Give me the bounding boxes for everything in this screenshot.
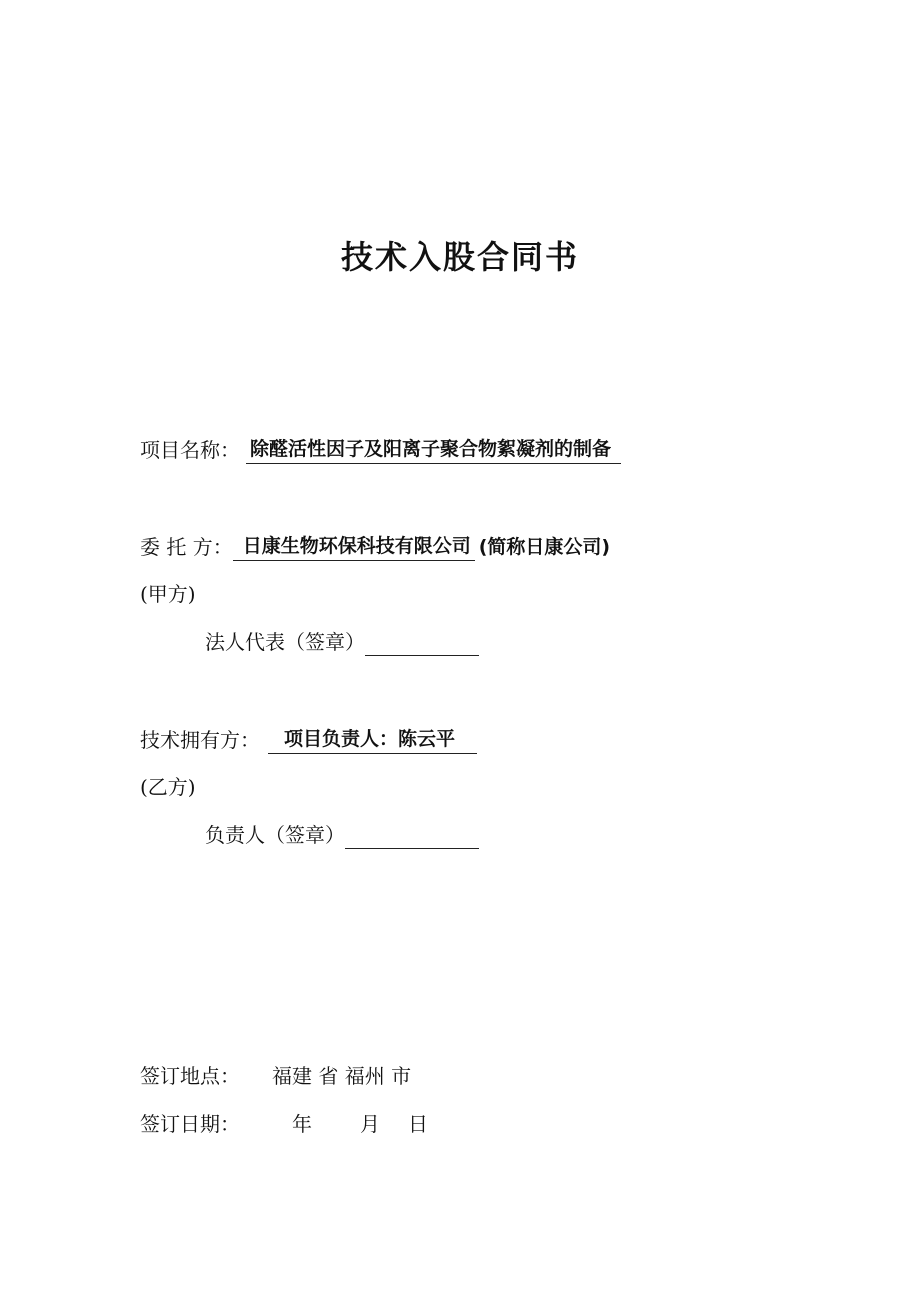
signing-date-row xyxy=(140,1110,428,1138)
owner-signature-label: 负责人（签章） xyxy=(205,823,345,847)
client-signature-label: 法人代表（签章） xyxy=(205,630,365,654)
client-signature-line xyxy=(365,628,479,656)
owner-signature-line xyxy=(345,821,479,849)
owner-label: 技术拥有方： xyxy=(140,728,260,752)
client-short-name: (简称日康公司) xyxy=(478,536,611,558)
owner-row xyxy=(140,726,477,754)
document-title: 技术入股合同书 xyxy=(340,238,579,276)
project-name-value: 除醛活性因子及阳离子聚合物絮凝剂的制备 xyxy=(246,436,621,464)
project-name-label: 项目名称： xyxy=(140,438,240,462)
client-row xyxy=(140,533,610,561)
project-name-row xyxy=(140,436,621,464)
signing-year: 年 xyxy=(292,1112,312,1136)
signing-day: 日 xyxy=(408,1112,428,1136)
signing-month: 月 xyxy=(360,1112,380,1136)
signing-date-label: 签订日期： xyxy=(140,1112,240,1136)
owner-signature-row xyxy=(205,821,479,849)
client-value: 日康生物环保科技有限公司 xyxy=(233,533,475,561)
client-signature-row xyxy=(205,628,479,656)
owner-value: 项目负责人：陈云平 xyxy=(268,726,477,754)
client-label: 委 托 方： xyxy=(140,535,233,559)
signing-place-label: 签订地点： xyxy=(140,1064,240,1088)
owner-role: (乙方) xyxy=(140,775,196,799)
signing-place-row xyxy=(140,1062,411,1090)
client-role: (甲方) xyxy=(140,582,196,606)
signing-place-value: 福建 省 福州 市 xyxy=(272,1064,412,1088)
